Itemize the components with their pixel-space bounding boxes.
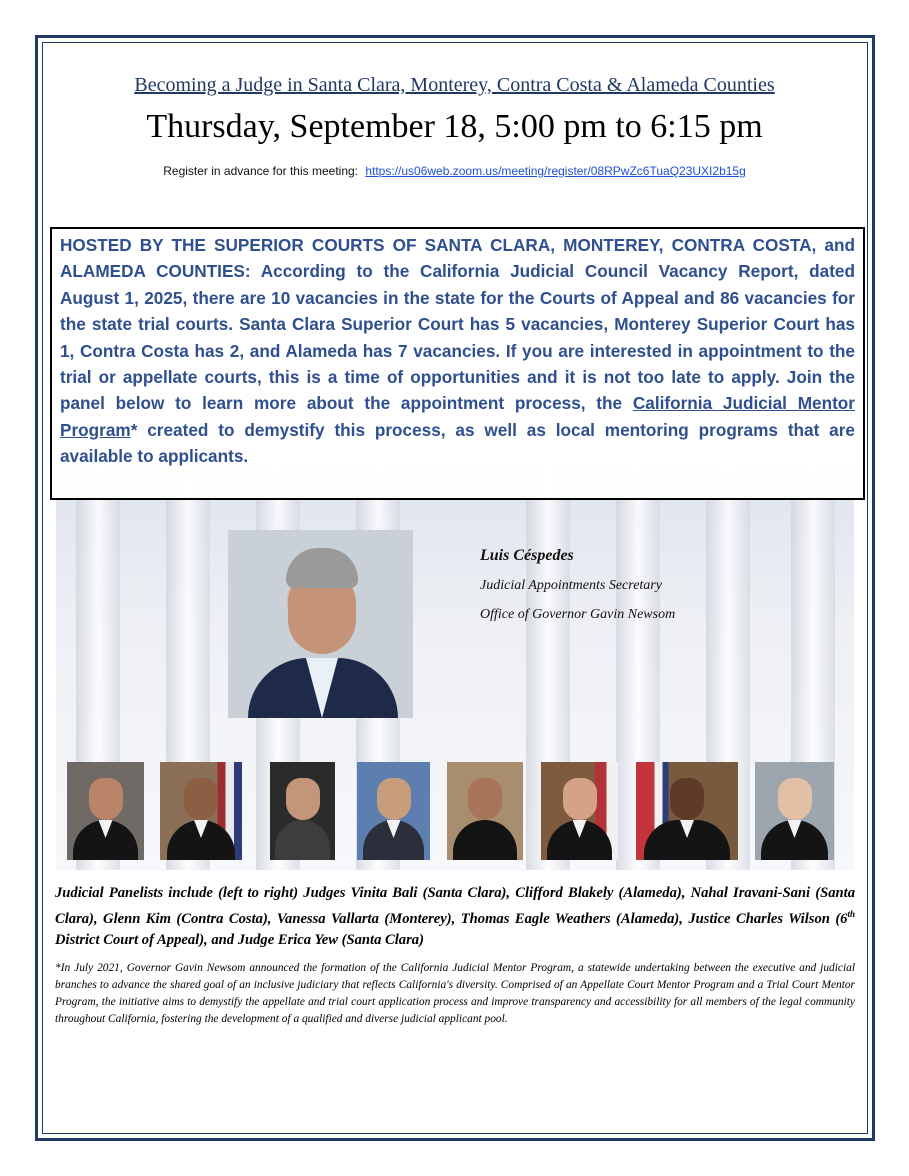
- panelist-photo: [67, 762, 144, 860]
- event-date-time: Thursday, September 18, 5:00 pm to 6:15 pm: [146, 108, 763, 145]
- panelists-caption: [55, 883, 855, 951]
- event-title: Becoming a Judge in Santa Clara, Monterey, Contra Costa & Alameda Counties: [134, 74, 775, 96]
- panelist-photo: [755, 762, 834, 860]
- speaker-name: Luis Céspedes: [480, 547, 574, 564]
- register-label: Register in advance for this meeting:: [163, 164, 358, 178]
- registration-line: [0, 164, 909, 178]
- panelist-photo: [270, 762, 335, 860]
- caption-text: Judicial Panelists include (left to right) Judges Vinita Bali (Santa Clara), Clifford Blakely (Alameda), Nahal Iravani-Sani (Santa Clara), Glenn Kim (Contra Costa), Vanessa Vallarta (Monterey), Thomas Eagle Weathers (Alameda), Justice Charles Wilson (6: [55, 885, 855, 927]
- speaker-info: [480, 547, 675, 623]
- footnote: *In July 2021, Governor Gavin Newsom announced the formation of the California Judicial Mentor Program, a statewide undertaking between the executive and judicial branches to advance the shared goal of an inclusive judiciary that reflects California's diversity. Comprised of an Appellate Court Mentor Program and a Trial Court Mentor Program, the initiative aims to demystify the appellate and trial court application process and improve transparency and accessibility for all members of the legal community throughout California, fostering the development of a qualified and diverse judicial applicant pool.: [55, 962, 855, 1025]
- panelist-photo: [541, 762, 618, 860]
- register-link[interactable]: https://us06web.zoom.us/meeting/register/08RPwZc6TuaQ23UXI2b15g: [365, 164, 746, 178]
- speaker-office: Office of Governor Gavin Newsom: [480, 607, 676, 622]
- panelist-photo: [636, 762, 738, 860]
- mentor-program-link[interactable]: California Judicial Mentor Program: [60, 393, 855, 440]
- caption-sup: th: [847, 909, 855, 919]
- hosted-description-box: [50, 227, 865, 500]
- hosted-text-end: * created to demystify this process, as well as local mentoring programs that are available to applicants.: [60, 419, 855, 467]
- panelist-photo: [160, 762, 242, 860]
- speaker-photo: [228, 530, 413, 718]
- panelist-photo: [447, 762, 523, 860]
- speaker-title: Judicial Appointments Secretary: [480, 578, 662, 593]
- caption-text-end: District Court of Appeal), and Judge Erica Yew (Santa Clara): [55, 931, 424, 948]
- hosted-text: HOSTED BY THE SUPERIOR COURTS OF SANTA CLARA, MONTEREY, CONTRA COSTA, and ALAMEDA COUNTIES: According to the California Judicial Council Vacancy Report, dated August 1, 2025, there are 10 vacancies in the state for the Courts of Appeal and 86 vacancies for the state trial courts. Santa Clara Superior Court has 5 vacancies, Monterey Superior Court has 1, Contra Costa has 2, and Alameda has 7 vacancies. If you are interested in appointment to the trial or appellate courts, this is a time of opportunities and it is not too late to apply. Join the panel below to learn more about the appointment process, the: [60, 235, 855, 414]
- panelist-photo: [357, 762, 430, 860]
